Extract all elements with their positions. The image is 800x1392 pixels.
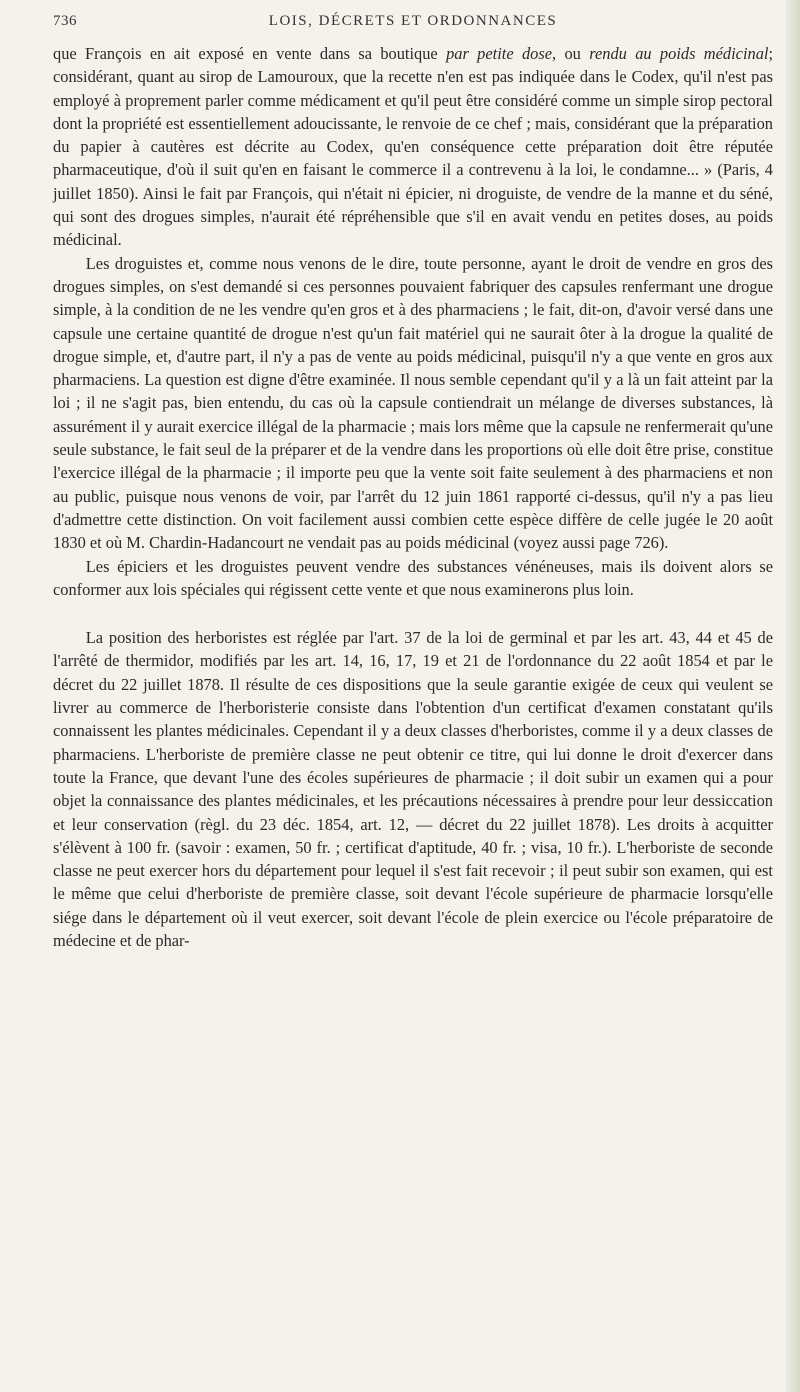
paragraph: Les droguistes et, comme nous venons de le dire, toute personne, ayant le droit de vendre en gros des drogues simples, on s'est demandé si ces personnes pouvaient fabriquer des capsules renfermant une drogue simple, à la condition de ne les vendre qu'en gros et à des pharmaciens ; le fait, dit-on, d'avoir versé dans une capsule une certaine quantité de drogue n'est qu'un fait matériel qui ne saurait ôter à la drogue la qualité de drogue simple, et, d'autre part, il n'y a pas de vente au poids médicinal, puisqu'il n'y a que vente en gros aux pharmaciens. La question est digne d'être examinée. Il nous semble cependant qu'il y a là un fait atteint par la loi ; il ne s'agit pas, bien entendu, du cas où la capsule contiendrait un mélange de diverses substances, là assurément il y aurait exercice illégal de la pharmacie ; mais lors même que la capsule ne renfermerait qu'une seule substance, le fait seul de la préparer et de la vendre dans les proportions où elle doit être prise, constitue l'exercice illégal de la pharmacie ; il importe peu que la vente soit faite seulement à des pharmaciens et non au public, puisque nous venons de voir, par l'arrêt du 12 juin 1861 rapporté ci-dessus, qu'il n'y a pas lieu d'admettre cette distinction. On voit facilement aussi combien cette espèce diffère de celle jugée le 20 août 1830 et où M. Chardin-Hadancourt ne vendait pas au poids médicinal (voyez aussi page 726). (53, 253, 773, 553)
paragraph-text: ; considérant, quant au sirop de Lamouroux, que la recette n'en est pas indiquée dans le Codex, qu'il n'est pas employé à proprement parler comme médicament et qu'il peut être considéré comme un simple sirop pectoral dont la propriété est essentiellement adoucissante, le renvoie de ce chef ; mais, considérant que la préparation du papier à cautères est décrite au Codex, qu'en conséquence cette préparation doit être réputée pharmaceutique, d'où il suit qu'en en faisant le commerce il a contrevenu à la loi, le condamne... » (Paris, 4 juillet 1850). Ainsi le fait par François, qui n'était ni épicier, ni droguiste, de vendre de la manne et du séné, qui sont des drogues simples, n'aurait été répréhensible que s'il en avait vendu en petites doses, au poids médicinal. (53, 44, 774, 250)
paragraph (53, 42, 773, 252)
section-gap (53, 601, 773, 626)
paragraph-text: que François en ait exposé en vente dans sa boutique (53, 44, 447, 63)
page-edge-shadow (786, 0, 800, 1392)
emphasis-text: rendu au poids médicinal (589, 44, 769, 63)
page-body (53, 42, 773, 952)
emphasis-text: par petite dose (446, 44, 552, 63)
paragraph: Les épiciers et les droguistes peuvent vendre des substances vénéneuses, mais ils doivent alors se conformer aux lois spéciales qui régissent cette vente et que nous examinerons plus loin. (53, 556, 773, 599)
paragraph-text: , ou (552, 44, 590, 63)
running-title: LOIS, DÉCRETS ET ORDONNANCES (268, 13, 558, 29)
paragraph: La position des herboristes est réglée par l'art. 37 de la loi de germinal et par les art. 43, 44 et 45 de l'arrêté de thermidor, modifiés par les art. 14, 16, 17, 19 et 21 de l'ordonnance du 22 août 1854 et par le décret du 22 juillet 1878. Il résulte de ces dispositions que la seule garantie exigée de ceux qui veulent se livrer au commerce de l'herboristerie consiste dans l'obtention d'un certificat d'examen constatant qu'ils connaissent les plantes médicinales. Cependant il y a deux classes d'herboristes, comme il y a deux classes de pharmaciens. L'herboriste de première classe ne peut obtenir ce titre, qui lui donne le droit d'exercer dans toute la France, que devant l'une des écoles supérieures de pharmacie ; il doit subir un examen qui a pour objet la connaissance des plantes médicinales, et les précautions nécessaires à prendre pour leur dessiccation et leur conservation (règl. du 23 déc. 1854, art. 12, — décret du 22 juillet 1878). Les droits à acquitter s'élèvent à 100 fr. (savoir : examen, 50 fr. ; certificat d'aptitude, 40 fr. ; visa, 10 fr.). L'herboriste de seconde classe ne peut exercer hors du département pour lequel il s'est fait recevoir ; il peut subir son examen, qui est le même que celui d'herboriste de première classe, soit devant l'école supérieure de pharmacie lorsqu'elle siége dans le département où il veut exercer, soit devant l'école de plein exercice ou l'école préparatoire de médecine et de phar- (53, 628, 773, 950)
running-header (53, 13, 773, 37)
page-number: 736 (53, 13, 77, 29)
